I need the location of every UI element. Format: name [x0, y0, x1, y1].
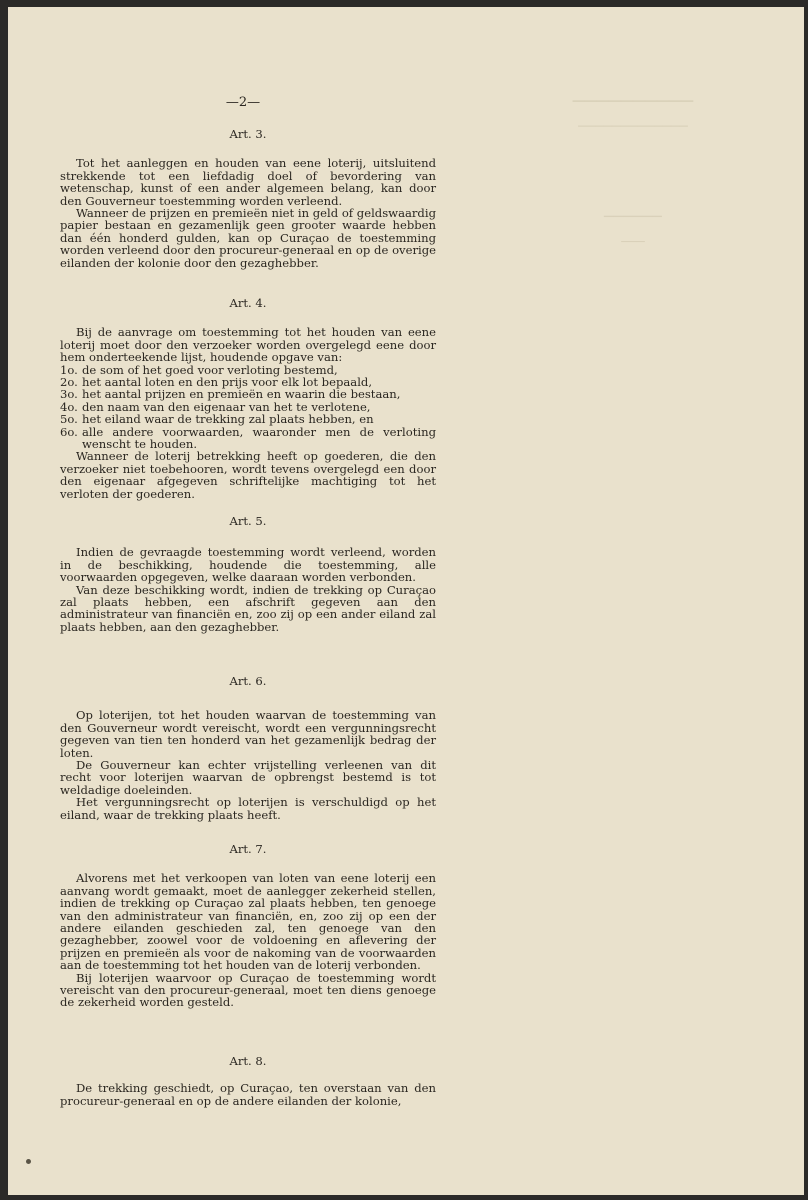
article-3	[60, 128, 436, 269]
list-item: 4o. den naam van den eigenaar van het te verlotene,	[60, 399, 371, 414]
bleed-dot	[26, 1159, 31, 1164]
article-heading: Art. 5.	[229, 514, 267, 528]
bleed-through: ──────	[604, 207, 662, 226]
article-4	[60, 297, 436, 500]
list-item: 6o. alle andere voorwaarden, waaronder men de verloting wenscht te houden.	[60, 424, 436, 452]
article-heading: Art. 8.	[229, 1054, 267, 1068]
paragraph: De Gouverneur kan echter vrijstelling verleenen van dit recht voor loterijen waarvan de opbrengst bestemd is tot weldadige doeleinden.	[60, 758, 436, 797]
page-number: —2—	[225, 95, 261, 110]
article-7	[60, 843, 436, 1009]
list-item: 1o. de som of het goed voor verloting bestemd,	[60, 362, 338, 377]
article-6	[60, 675, 436, 821]
paragraph: Bij de aanvrage om toestemming tot het houden van eene loterij moet door den verzoeker worden overgelegd eene door hem onderteekende lijst, houdende opgave van:	[60, 325, 436, 365]
bleed-through: ───	[621, 235, 645, 250]
bleed-through: ──────────	[572, 89, 694, 113]
requirements-list	[60, 364, 436, 451]
paragraph: Van deze beschikking wordt, indien de trekking op Curaçao zal plaats hebben, een afschrift gegeven aan den administrateur van financiën en, zoo zij op een ander eiland zal plaats hebben, aan den gezaghebber.	[60, 582, 436, 634]
bleed-through: ─────────────	[578, 119, 688, 135]
paragraph: Het vergunningsrecht op loterijen is verschuldigd op het eiland, waar de trekking plaats heeft.	[60, 795, 436, 822]
paragraph: Op loterijen, tot het houden waarvan de toestemming van den Gouverneur wordt vereischt, wordt een vergunningsrecht gegeven van tien ten honderd van het gezamenlijk bedrag der loten.	[60, 708, 436, 760]
paragraph: Bij loterijen waarvoor op Curaçao de toestemming wordt vereischt van den procureur-generaal, moet ten diens genoege de zekerheid worden gesteld.	[60, 970, 436, 1010]
list-item: 5o. het eiland waar de trekking zal plaats hebben, en	[60, 412, 374, 427]
paragraph: Wanneer de loterij betrekking heeft op goederen, die den verzoeker niet toebehooren, wordt tevens overgelegd een door den eigenaar afgegeven schriftelijke machtiging tot het verloten der goederen.	[60, 449, 436, 501]
list-item: 3o. het aantal prijzen en premieën en waarin die bestaan,	[60, 387, 401, 402]
article-5	[60, 515, 436, 633]
list-item: 2o. het aantal loten en den prijs voor elk lot bepaald,	[60, 375, 373, 390]
paragraph: Alvorens met het verkoopen van loten van eene loterij een aanvang wordt gemaakt, moet de aanlegger zekerheid stellen, indien de trekking op Curaçao zal plaats hebben, ten genoege van den administrateur van financiën, en, zoo zij op een der andere eilanden geschieden zal, ten genoege van den gezaghebber, zoowel voor de voldoening en aflevering der prijzen en premieën als voor de nakoming van de voorwaarden aan de toestemming tot het houden van de loterij verbonden.	[60, 871, 436, 973]
paragraph: De trekking geschiedt, op Curaçao, ten overstaan van den procureur-generaal en op de andere eilanden der kolonie,	[60, 1081, 436, 1108]
document-page	[8, 7, 804, 1195]
article-8	[60, 1055, 436, 1107]
paragraph: Indien de gevraagde toestemming wordt verleend, worden in de beschikking, houdende die toestemming, alle voorwaarden opgegeven, welke daaraan worden verbonden.	[60, 545, 436, 585]
paragraph: Wanneer de prijzen en premieën niet in geld of geldswaardig papier bestaan en gezamenlijk geen grooter waarde hebben dan één honderd gulden, kan op Curaçao de toestemming worden verleend door den procureur-generaal en op de overige eilanden der kolonie door den gezaghebber.	[60, 206, 436, 270]
article-heading: Art. 6.	[229, 674, 267, 688]
article-heading: Art. 3.	[229, 127, 267, 141]
article-heading: Art. 7.	[229, 842, 267, 856]
article-heading: Art. 4.	[229, 296, 267, 310]
paragraph: Tot het aanleggen en houden van eene loterij, uitsluitend strekkende tot een liefdadig doel of bevordering van wetenschap, kunst of een ander algemeen belang, kan door den Gouverneur toestemming worden verleend.	[60, 156, 436, 208]
